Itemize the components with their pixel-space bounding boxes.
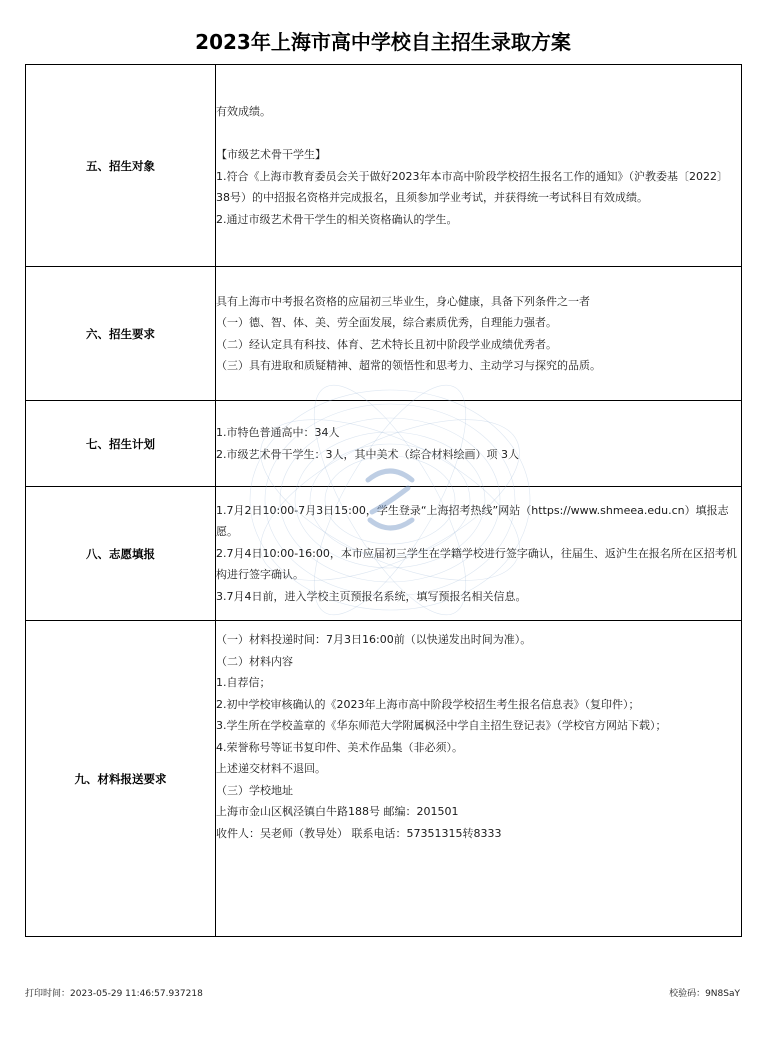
section-label: 六、招生要求	[26, 267, 216, 401]
content-line: 收件人：吴老师（教导处） 联系电话：57351315转8333	[216, 826, 502, 840]
section-label: 五、招生对象	[26, 65, 216, 267]
content-line: 具有上海市中考报名资格的应届初三毕业生，身心健康，具备下列条件之一者	[216, 294, 590, 308]
content-line: 1.市特色普通高中：34人	[216, 426, 340, 439]
content-line: 1.自荐信；	[216, 676, 271, 689]
content-line: 4.荣誉称号等证书复印件、美术作品集（非必须）。	[216, 740, 463, 754]
content-line: （一）德、智、体、美、劳全面发展，综合素质优秀，自理能力强者。	[216, 316, 557, 329]
content-line: 1.符合《上海市教育委员会关于做好2023年本市高中阶段学校招生报名工作的通知》（沪教委基〔2022〕38号）的中招报名资格并完成报名，且须参加学业考试，并获得统一考试科目有效成绩。	[216, 169, 728, 205]
print-time: 打印时间：2023-05-29 11:46:57.937218	[25, 989, 203, 999]
section-content	[216, 65, 742, 267]
content-line: （三）学校地址	[216, 783, 293, 797]
table-row	[26, 65, 742, 267]
table-row	[26, 621, 742, 937]
section-content	[216, 401, 742, 487]
content-line: 【市级艺术骨干学生】	[216, 148, 326, 162]
section-label: 八、志愿填报	[26, 487, 216, 621]
content-line: （一）材料投递时间：7月3日16:00前（以快递发出时间为准）。	[216, 633, 532, 646]
content-line: 2.通过市级艺术骨干学生的相关资格确认的学生。	[216, 212, 458, 226]
table-row	[26, 401, 742, 487]
content-line: 3.学生所在学校盖章的《华东师范大学附属枫泾中学自主招生登记表》（学校官方网站下载）；	[216, 719, 667, 732]
content-line: 1.7月2日10:00-7月3日15:00，学生登录“上海招考热线”网站（https://www.shmeea.edu.cn）填报志愿。	[216, 503, 729, 539]
content-line: 3.7月4日前，进入学校主页预报名系统，填写预报名相关信息。	[216, 589, 527, 603]
content-line: 有效成绩。	[216, 104, 271, 118]
section-content	[216, 487, 742, 621]
section-content	[216, 267, 742, 401]
content-line: 上海市金山区枫泾镇白牛路188号 邮编：201501	[216, 805, 459, 818]
content-gap	[216, 122, 741, 144]
table-row	[26, 267, 742, 401]
content-line: 2.市级艺术骨干学生：3人，其中美术（综合材料绘画）项 3人	[216, 447, 519, 461]
section-label: 七、招生计划	[26, 401, 216, 487]
content-line: 2.7月4日10:00-16:00，本市应届初三学生在学籍学校进行签字确认，往届生、返沪生在报名所在区招考机构进行签字确认。	[216, 546, 737, 582]
check-code: 校验码：9N8SaY	[669, 989, 740, 999]
content-line: （二）材料内容	[216, 654, 293, 668]
section-label: 九、材料报送要求	[26, 621, 216, 937]
page-title: 2023年上海市高中学校自主招生录取方案	[195, 30, 571, 54]
content-line: 上述递交材料不退回。	[216, 762, 326, 775]
section-content	[216, 621, 742, 937]
content-line: （三）具有进取和质疑精神、超常的领悟性和思考力、主动学习与探究的品质。	[216, 359, 601, 372]
admission-plan-table	[25, 64, 742, 937]
content-line: （二）经认定具有科技、体育、艺术特长且初中阶段学业成绩优秀者。	[216, 337, 557, 351]
content-line: 2.初中学校审核确认的《2023年上海市高中阶段学校招生考生报名信息表》（复印件）；	[216, 697, 640, 711]
table-row	[26, 487, 742, 621]
